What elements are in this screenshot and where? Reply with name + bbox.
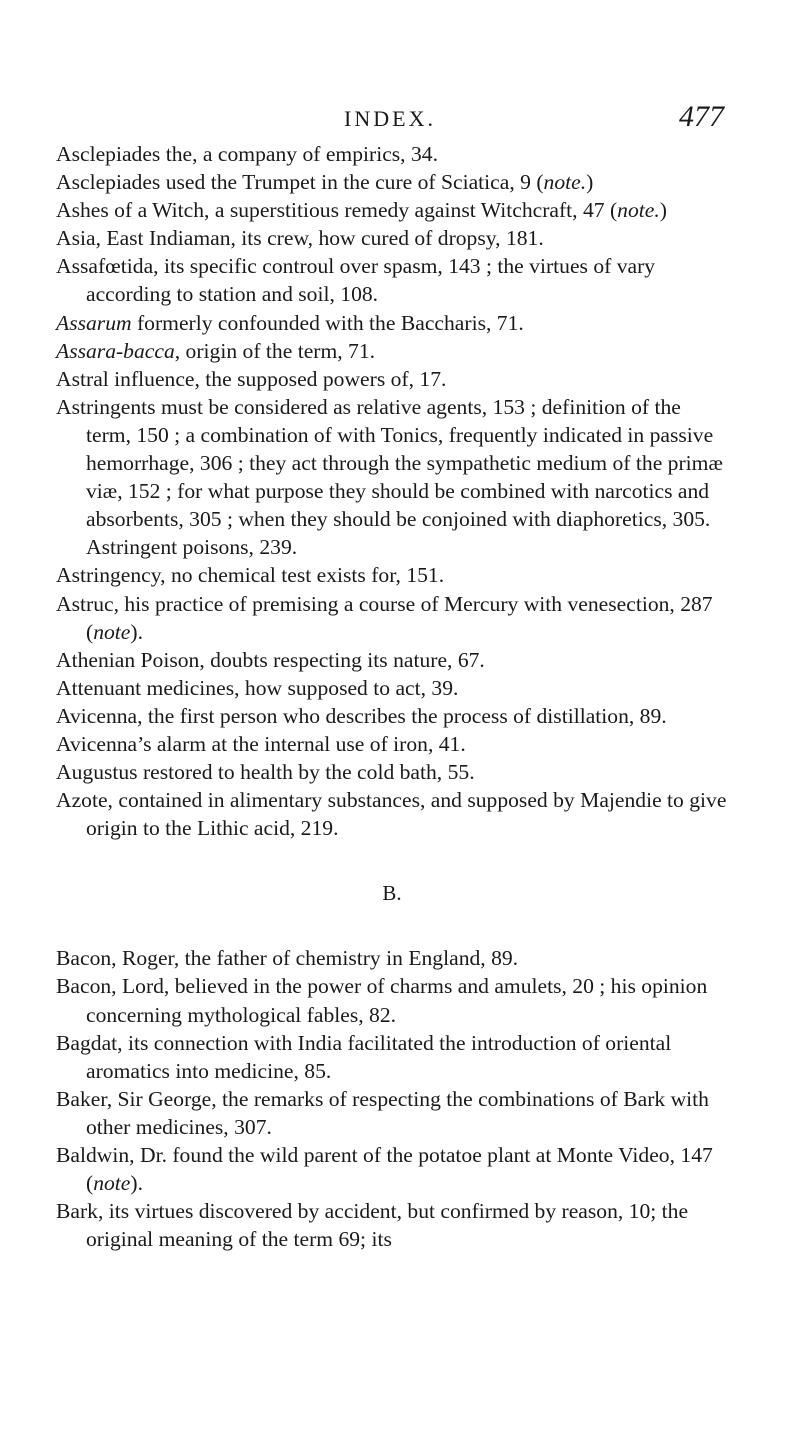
entry-text: Bark, its virtues discovered by accident, but confirmed by reason, 10; the original meaning of the term 69; its (56, 1199, 689, 1252)
index-entry (56, 1141, 728, 1197)
index-entry (56, 944, 728, 972)
index-entry (56, 730, 728, 758)
index-section-a (56, 140, 728, 842)
entry-text: ) (659, 198, 667, 223)
section-letter-b: B. (382, 881, 402, 906)
page-number: 477 (679, 100, 724, 133)
entry-text: Bagdat, its connection with India facilitated the introduction of oriental aromatics into medicine, 85. (56, 1030, 672, 1083)
entry-text: Astringents must be considered as relative agents, 153 ; definition of the term, 150 ; a combination of with Tonics, frequently indicated in passive hemorrhage, 306 ; they act through the sympathetic medium of the primæ viæ, 152 ; for what purpose they should be combined with narcotics and absorbents, 305 ; when they should be conjoined with diaphoretics, 305. Astringent poisons, 239. (56, 394, 723, 560)
entry-text: , origin of the term, 71. (174, 338, 376, 363)
index-entry (56, 1197, 728, 1253)
entry-text: Astringency, no chemical test exists for, 151. (56, 563, 445, 588)
entry-text: Baldwin, Dr. found the wild parent of the potatoe plant at Monte Video, 147 ( (56, 1143, 713, 1196)
entry-text: Attenuant medicines, how supposed to act, 39. (56, 675, 459, 700)
index-entry (56, 758, 728, 786)
entry-text: Azote, contained in alimentary substances, and supposed by Majendie to give origin to the Lithic acid, 219. (56, 788, 727, 841)
entry-text: ). (130, 1171, 143, 1196)
entry-text: ). (130, 619, 143, 644)
entry-text: formerly confounded with the Baccharis, 71. (131, 310, 524, 335)
index-entry (56, 196, 728, 224)
entry-italic-text: note. (543, 170, 587, 195)
index-entry (56, 561, 728, 589)
entry-italic-text: note (93, 619, 131, 644)
entry-text: Ashes of a Witch, a superstitious remedy against Witchcraft, 47 ( (56, 198, 618, 223)
entry-text: ) (586, 170, 594, 195)
index-entry (56, 365, 728, 393)
index-entry (56, 972, 728, 1028)
index-entry (56, 590, 728, 646)
entry-italic-text: Assara-bacca (56, 338, 175, 363)
index-entry (56, 1085, 728, 1141)
index-entry (56, 674, 728, 702)
entry-italic-text: note (93, 1171, 131, 1196)
index-entry (56, 224, 728, 252)
index-entry (56, 702, 728, 730)
index-entry (56, 140, 728, 168)
entry-italic-text: note. (617, 198, 660, 223)
index-entry (56, 337, 728, 365)
entry-text: Assafœtida, its specific controul over spasm, 143 ; the virtues of vary according to station and soil, 108. (56, 254, 656, 307)
index-entries (56, 140, 728, 1253)
entry-text: Avicenna’s alarm at the internal use of iron, 41. (56, 731, 466, 756)
index-entry (56, 1029, 728, 1085)
entry-text: Augustus restored to health by the cold bath, 55. (56, 760, 475, 785)
entry-text: Bacon, Roger, the father of chemistry in England, 89. (56, 946, 519, 971)
index-entry (56, 786, 728, 842)
index-entry (56, 393, 728, 562)
entry-text: Astruc, his practice of premising a course of Mercury with venesection, 287 ( (56, 591, 713, 644)
entry-text: Athenian Poison, doubts respecting its nature, 67. (56, 647, 485, 672)
index-entry (56, 646, 728, 674)
index-entry (56, 168, 728, 196)
entry-text: Asclepiades used the Trumpet in the cure of Sciatica, 9 ( (56, 170, 544, 195)
entry-text: Baker, Sir George, the remarks of respecting the combinations of Bark with other medicines, 307. (56, 1086, 709, 1139)
running-head: INDEX. (344, 106, 436, 131)
entry-italic-text: Assarum (56, 310, 132, 335)
entry-text: Asclepiades the, a company of empirics, 34. (56, 142, 438, 166)
index-section-b (56, 944, 728, 1253)
entry-text: Astral influence, the supposed powers of, 17. (56, 366, 447, 391)
page-header (60, 100, 724, 140)
entry-text: Bacon, Lord, believed in the power of charms and amulets, 20 ; his opinion concerning mythological fables, 82. (56, 974, 708, 1027)
entry-text: Avicenna, the first person who describes the process of distillation, 89. (56, 703, 667, 728)
index-entry (56, 309, 728, 337)
entry-text: Asia, East Indiaman, its crew, how cured of dropsy, 181. (56, 226, 544, 251)
index-entry (56, 252, 728, 308)
